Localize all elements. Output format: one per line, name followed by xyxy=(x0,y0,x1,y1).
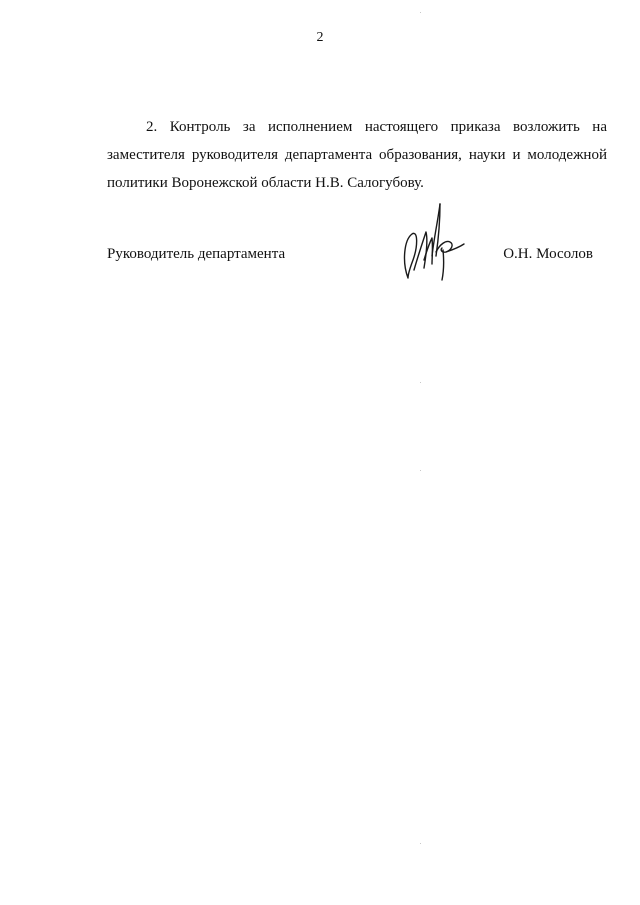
signatory-name: О.Н. Мосолов xyxy=(503,246,593,262)
order-paragraph-2: 2. Контроль за исполнением настоящего приказа возложить на заместителя руководителя департамента образования, науки и молодежной политики Воронежской области Н.В. Салогубову. xyxy=(107,119,607,191)
scan-speck xyxy=(420,12,421,13)
scan-speck xyxy=(420,843,421,844)
signature-block xyxy=(107,246,607,286)
handwritten-signature xyxy=(396,200,468,282)
scan-speck xyxy=(420,470,421,471)
signatory-position: Руководитель департамента xyxy=(107,246,286,262)
page-number: 2 xyxy=(316,30,324,45)
scan-speck xyxy=(420,382,421,383)
